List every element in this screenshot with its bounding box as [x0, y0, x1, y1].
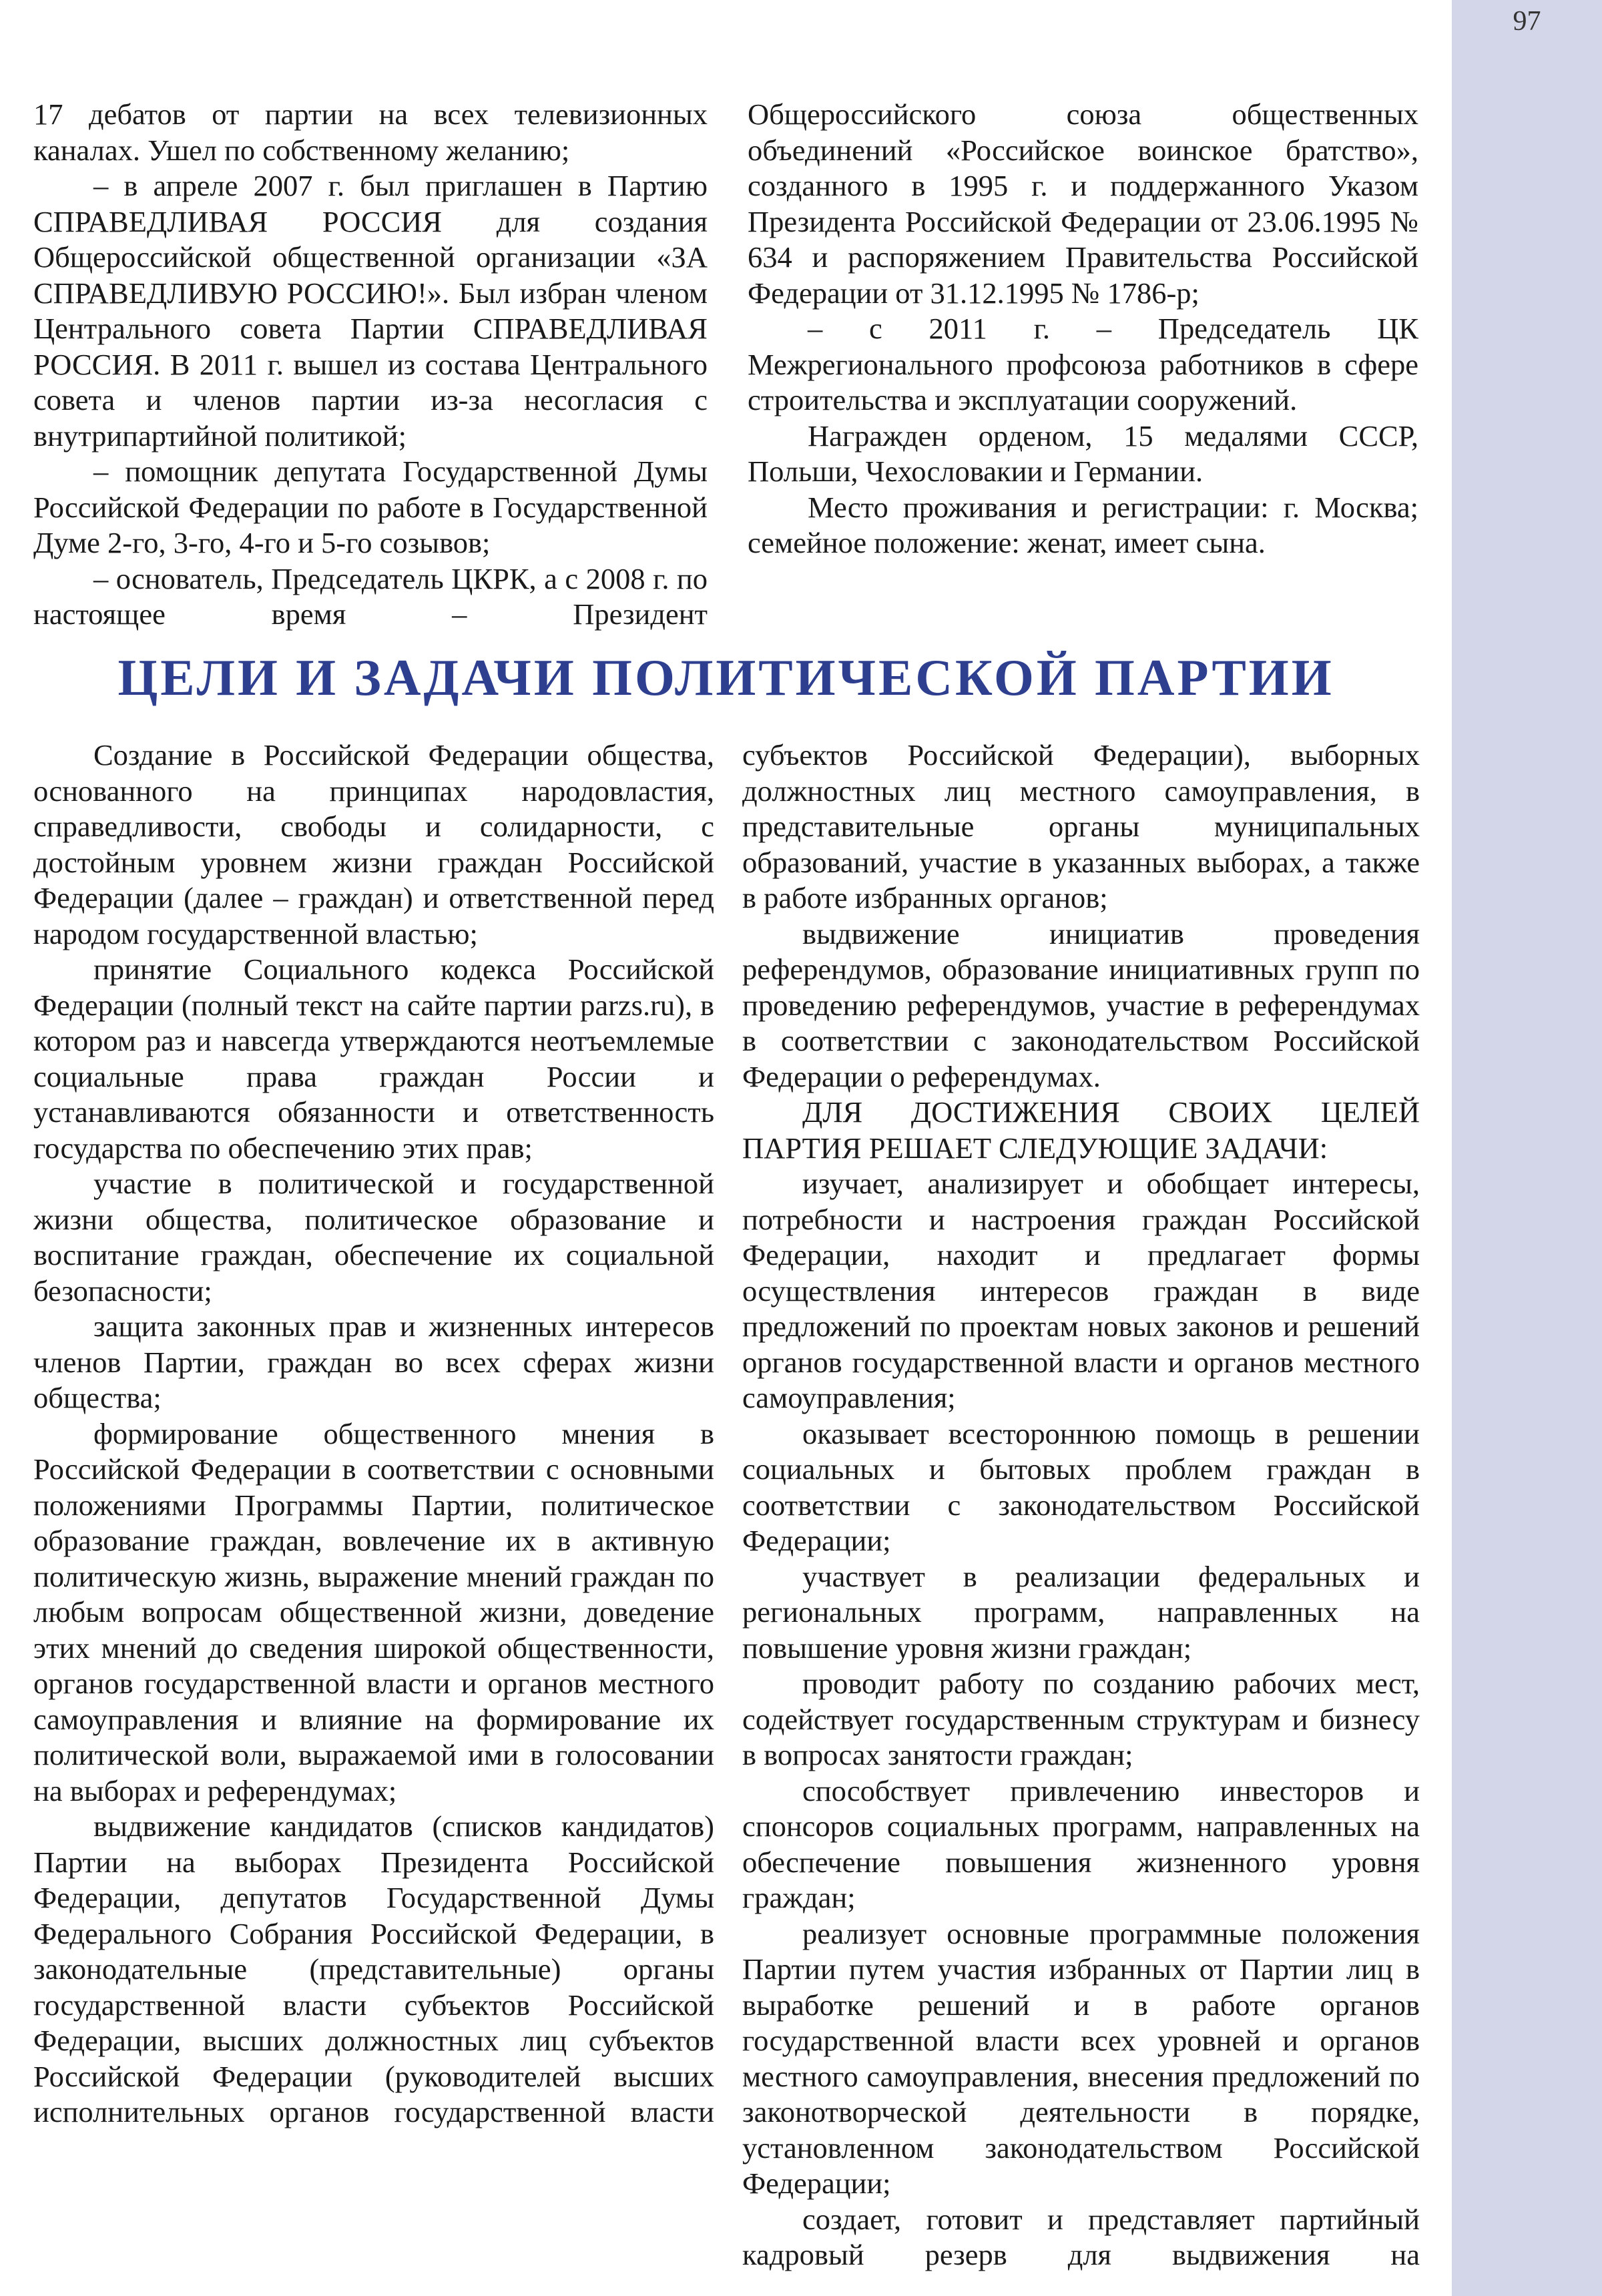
paragraph: участвует в реализации федеральных и региональных программ, направленных на повышение уровня жизни граждан; [742, 1559, 1420, 1665]
paragraph: участие в политической и государственной жизни общества, политическое образование и воспитание граждан, обеспечение их социальной безопасности; [33, 1167, 714, 1308]
paragraph: выдвижение кандидатов (списков кандидатов) Партии на выборах Президента Российской Федерации, депутатов Государственной Думы Федерального Собрания Российской Федерации, в законодательные (представительные) органы государственной власти субъектов Российской Федерации, высших должностных лиц субъектов Российской Федерации (руководителей высших исполнительных органов государственной власти [33, 1809, 714, 2128]
paragraph: формирование общественного мнения в Российской Федерации в соответствии с основными положениями Программы Партии, политическое образование граждан, вовлечение их в активную политическую жизнь, выражение мнений граждан по любым вопросам общественной жизни, доведение этих мнений до сведения широкой общественности, органов государственной власти и органов местного самоуправления и влияние на формирование их политической воли, выражаемой ими в голосовании на выборах и референдумах; [33, 1416, 714, 1807]
paragraph: принятие Социального кодекса Российской Федерации (полный текст на сайте партии parzs.ru), в котором раз и навсегда утверждаются неотъемлемые социальные права граждан России и устанавливаются обязанности и ответственность государства по обеспечению этих прав; [33, 952, 714, 1165]
paragraph: проводит работу по созданию рабочих мест, содействует государственным структурам и бизнесу в вопросах занятости граждан; [742, 1667, 1420, 1771]
paragraph: субъектов Российской Федерации), выборных должностных лиц местного самоуправления, в представительные органы муниципальных образований, участие в указанных выборах, а также в работе избранных органов; [742, 738, 1420, 914]
paragraph: создает, готовит и представляет партийный кадровый резерв для выдвижения на [742, 2202, 1420, 2271]
page-number: 97 [1513, 6, 1541, 37]
paragraph: оказывает всестороннюю помощь в решении социальных и бытовых проблем граждан в соответствии с законодательством Российской Федерации; [742, 1416, 1420, 1557]
bio-column-right [748, 97, 1418, 561]
paragraph: выдвижение инициатив проведения референдумов, образование инициативных групп по проведению референдумов, участие в референдумах в соответствии с законодательством Российской Федерации о референдумах. [742, 916, 1420, 1093]
paragraph: – с 2011 г. – Председатель ЦК Межрегионального профсоюза работников в сфере строительства и эксплуатации сооружений. [748, 312, 1418, 416]
goals-column-left [33, 738, 714, 2130]
goals-column-right [742, 738, 1420, 2273]
paragraph: Место проживания и регистрации: г. Москва; семейное положение: женат, имеет сына. [748, 490, 1418, 559]
bio-column-left [33, 97, 708, 633]
paragraph: 17 дебатов от партии на всех телевизионных каналах. Ушел по собственному желанию; [33, 97, 708, 167]
paragraph: – в апреле 2007 г. был приглашен в Партию СПРАВЕДЛИВАЯ РОССИЯ для создания Общероссийской общественной организации «ЗА СПРАВЕДЛИВУЮ РОССИЮ!». Был избран членом Центрального совета Партии СПРАВЕДЛИВАЯ РОССИЯ. В 2011 г. вышел из состава Центрального совета и членов партии из-за несогласия с внутрипартийной политикой; [33, 169, 708, 453]
side-strip [1452, 0, 1602, 2296]
paragraph: Создание в Российской Федерации общества, основанного на принципах народовластия, справедливости, свободы и солидарности, с достойным уровнем жизни граждан Российской Федерации (далее – граждан) и ответственной перед народом государственной властью; [33, 738, 714, 950]
paragraph: способствует привлечению инвесторов и спонсоров социальных программ, направленных на обеспечение повышения жизненного уровня граждан; [742, 1773, 1420, 1914]
paragraph: ДЛЯ ДОСТИЖЕНИЯ СВОИХ ЦЕЛЕЙ ПАРТИЯ РЕШАЕТ СЛЕДУЮЩИЕ ЗАДАЧИ: [742, 1095, 1420, 1165]
paragraph: изучает, анализирует и обобщает интересы, потребности и настроения граждан Российской Федерации, находит и предлагает формы осуществления интересов граждан в виде предложений по проектам новых законов и решений органов государственной власти и органов местного самоуправления; [742, 1167, 1420, 1414]
paragraph: Общероссийского союза общественных объединений «Российское воинское братство», созданного в 1995 г. и поддержанного Указом Президента Российской Федерации от 23.06.1995 № 634 и распоряжением Правительства Российской Федерации от 31.12.1995 № 1786-р; [748, 97, 1418, 310]
paragraph: реализует основные программные положения Партии путем участия избранных от Партии лиц в выработке решений и в работе органов государственной власти всех уровней и органов местного самоуправления, внесения предложений по законотворческой деятельности в порядке, установленном законодательством Российской Федерации; [742, 1916, 1420, 2200]
paragraph: защита законных прав и жизненных интересов членов Партии, граждан во всех сферах жизни общества; [33, 1310, 714, 1414]
paragraph: Награжден орденом, 15 медалями СССР, Польши, Чехословакии и Германии. [748, 418, 1418, 488]
paragraph: – помощник депутата Государственной Думы Российской Федерации по работе в Государственной Думе 2-го, 3-го, 4-го и 5-го созывов; [33, 455, 708, 559]
paragraph: – основатель, Председатель ЦКРК, а с 2008 г. по настоящее время – Президент [33, 561, 708, 631]
section-heading: ЦЕЛИ И ЗАДАЧИ ПОЛИТИЧЕСКОЙ ПАРТИИ [117, 649, 1334, 706]
